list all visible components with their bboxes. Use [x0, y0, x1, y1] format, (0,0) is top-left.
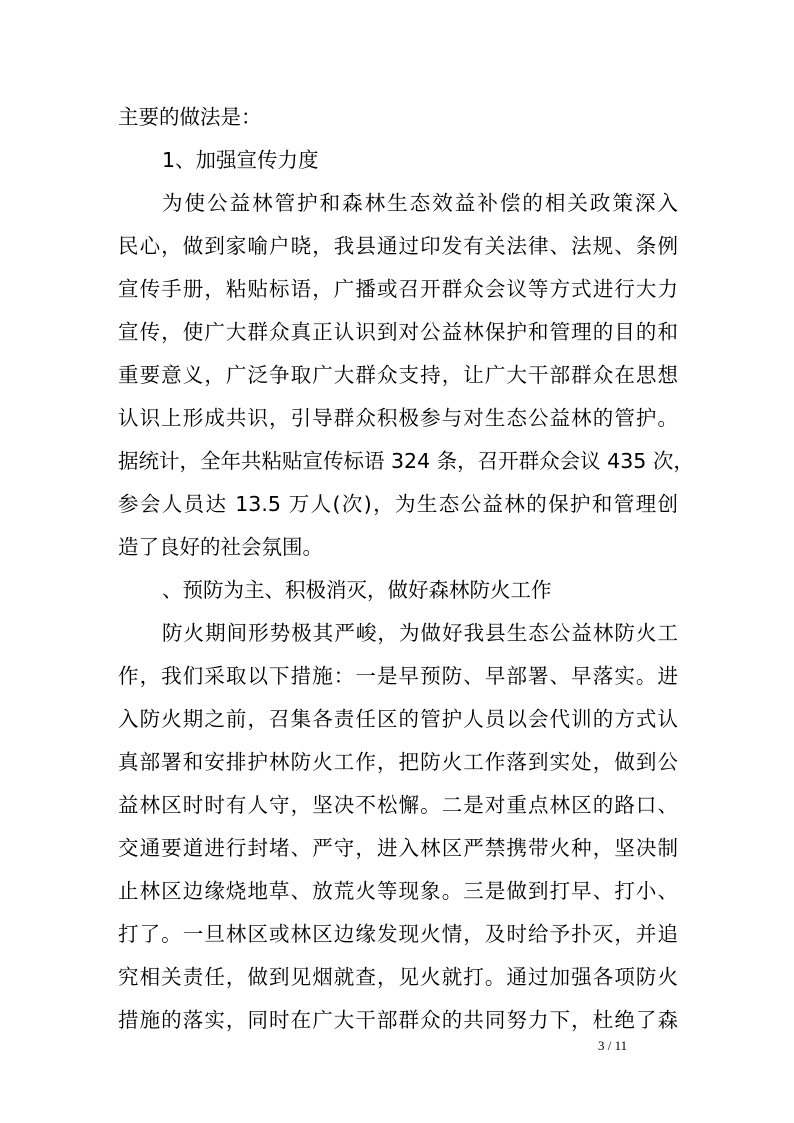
text-line: 防火期间形势极其严峻，为做好我县生态公益林防火工: [162, 621, 678, 645]
text-line: 重要意义，广泛争取广大群众支持，让广大干部群众在思想: [118, 363, 678, 387]
text-line: 打了。一旦林区或林区边缘发现火情，及时给予扑灭，并追: [118, 922, 678, 946]
text-line: 宣传，使广大群众真正认识到对公益林保护和管理的目的和: [118, 320, 678, 344]
text-line: 真部署和安排护林防火工作，把防火工作落到实处，做到公: [118, 750, 678, 774]
text-line: 交通要道进行封堵、严守，进入林区严禁携带火种，坚决制: [118, 836, 678, 860]
section-heading: 1、加强宣传力度: [162, 148, 319, 172]
page-number: 3 / 11: [598, 1038, 628, 1053]
text-line: 为使公益林管护和森林生态效益补偿的相关政策深入: [162, 191, 678, 215]
text-line: 究相关责任，做到见烟就查，见火就打。通过加强各项防火: [118, 965, 678, 989]
section-heading: 、预防为主、积极消灭，做好森林防火工作: [162, 578, 552, 602]
text-line: 止林区边缘烧地草、放荒火等现象。三是做到打早、打小、: [118, 879, 678, 903]
text-line: 入防火期之前，召集各责任区的管护人员以会代训的方式认: [118, 707, 678, 731]
text-line: 造了良好的社会氛围。: [118, 535, 323, 559]
text-line: 参会人员达 13.5 万人(次)，为生态公益林的保护和管理创: [118, 492, 678, 516]
text-line: 益林区时时有人守，坚决不松懈。二是对重点林区的路口、: [118, 793, 678, 817]
text-line: 民心，做到家喻户晓，我县通过印发有关法律、法规、条例: [118, 234, 678, 258]
text-line: 认识上形成共识，引导群众积极参与对生态公益林的管护。: [118, 406, 678, 430]
text-line: 主要的做法是：: [118, 105, 262, 129]
text-line: 据统计，全年共粘贴宣传标语 324 条，召开群众会议 435 次，: [118, 449, 694, 473]
text-line: 作，我们采取以下措施：一是早预防、早部署、早落实。进: [118, 664, 678, 688]
text-line: 宣传手册，粘贴标语，广播或召开群众会议等方式进行大力: [118, 277, 678, 301]
text-line: 措施的落实，同时在广大干部群众的共同努力下，杜绝了森: [118, 1008, 678, 1032]
